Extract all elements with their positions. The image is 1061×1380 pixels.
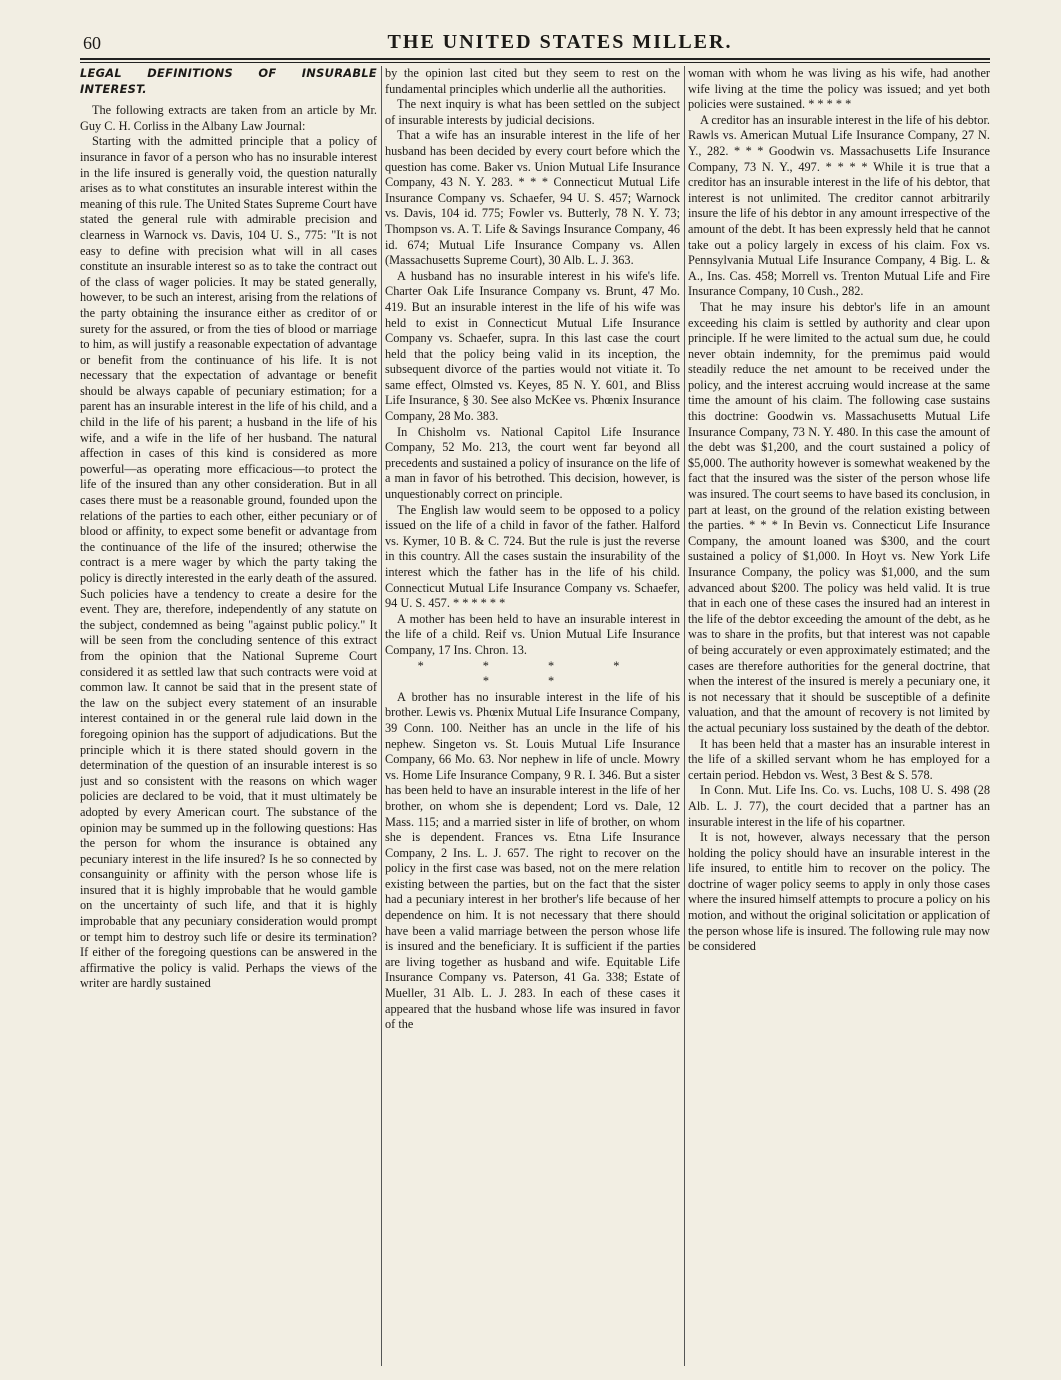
article-paragraph: It is not, however, always necessary that the person holding the policy should have an insurable interest in the life insured, to entitle him to recover on the policy. The doctrine of wager policy seems to apply in only those cases where the insured himself attempts to procure a policy on his motion, and without the original solicitation or application of the person whose life is insured. The following rule may now be considered xyxy=(688,830,990,954)
article-paragraph: A mother has been held to have an insurable interest in the life of a child. Reif vs. Union Mutual Life Insurance Company, 17 Ins. Chron. 13. xyxy=(385,611,680,657)
article-paragraph: The following extracts are taken from an article by Mr. Guy C. H. Corliss in the Albany Law Journal: xyxy=(80,103,377,133)
article-paragraph: The English law would seem to be opposed to a policy issued on the life of a child in favor of the father. Halford vs. Kymer, 10 B. & C. 724. But the rule is just the reverse in this country. All the cases sustain the insurability of the interest which the father has in the life of his child. Connecticut Mutual Life Insurance Company vs. Schaefer, 94 U. S. 457. * * * * * * xyxy=(385,502,680,611)
section-break-stars: * * * * * * xyxy=(417,658,648,689)
article-paragraph: A creditor has an insurable interest in the life of his debtor. Rawls vs. American Mutual Life Insurance Company, 27 N. Y., 282. * * * Goodwin vs. Massachusetts Life Insurance Company, 73 N. Y., 497. * * * * While it is true that a creditor has an insurable interest in the life of his debtor, that interest is not unlimited. The creditor cannot arbitrarily insure the life of his debtor in any amount irrespective of the amount of the debt. It has been expressly held that he cannot take out a policy largely in excess of his claim. Fox vs. Pennsylvania Mutual Life Insurance Company, 4 Big. L. & A., Ins. Cas. 458; Morrell vs. Trenton Mutual Life and Fire Insurance Company, 10 Cush., 282. xyxy=(688,112,990,299)
article-column-2 xyxy=(385,66,680,1366)
article-paragraph: by the opinion last cited but they seem to rest on the fundamental principles which underlie all the authorities. xyxy=(385,66,680,96)
article-paragraph: In Conn. Mut. Life Ins. Co. vs. Luchs, 108 U. S. 498 (28 Alb. L. J. 77), the court decided that a partner has an insurable interest in the life of his copartner. xyxy=(688,783,990,829)
article-column-1 xyxy=(80,66,377,1366)
article-column-3 xyxy=(688,66,990,1366)
header-rule xyxy=(80,58,990,63)
article-paragraph: In Chisholm vs. National Capitol Life Insurance Company, 52 Mo. 213, the court went far beyond all precedents and sustained a policy of insurance on the life of a man in favor of his betrothed. This decision, however, is unquestionably correct on principle. xyxy=(385,424,680,502)
article-paragraph: That a wife has an insurable interest in the life of her husband has been decided by every court before which the question has come. Baker vs. Union Mutual Life Insurance Company, 43 N. Y. 283. * * * Connecticut Mutual Life Insurance Company vs. Schaefer, 94 U. S. 457; Warnock vs. Davis, 104 id. 775; Fowler vs. Butterly, 78 N. Y. 73; Thompson vs. A. T. Life & Savings Insurance Company, 46 id. 674; Mutual Life Insurance Company vs. Allen (Massachusetts Supreme Court), 30 Alb. L. J. 363. xyxy=(385,128,680,268)
column-divider xyxy=(684,66,685,1366)
article-paragraph: woman with whom he was living as his wife, had another wife living at the time the policy was issued; and yet both policies were sustained. * * * * * xyxy=(688,66,990,112)
article-headline: LEGAL DEFINITIONS OF INSURABLE INTEREST. xyxy=(80,66,377,96)
article-paragraph: The next inquiry is what has been settled on the subject of insurable interests by judicial decisions. xyxy=(385,97,680,127)
column-divider xyxy=(381,66,382,1366)
article-paragraph: That he may insure his debtor's life in an amount exceeding his claim is settled by authority and clear upon principle. If he were limited to the actual sum due, he could never obtain indemnity, for the premimus paid would steadily reduce the net amount to be received under the policy, and the interest accruing would increase at the same time the amount of his claim. The following case sustains this doctrine: Goodwin vs. Massachusetts Mutual Life Insurance Company, 73 N. Y. 480. In this case the amount of the debt was $1,200, and the court sustained a policy of $5,000. The authority however is somewhat weakened by the fact that the insured was the sister of the person whose life was insured. The court seems to have based its conclusion, in part at least, on the ground of the relation existing between the parties. * * * In Bevin vs. Connecticut Life Insurance Company, the amount loaned was $300, and the court sustained a policy of $1,000. In Hoyt vs. New York Life Insurance Company, the policy was $1,000, and the sum advanced about $200. The policy was held valid. It is true that in each one of these cases the insured had an interest in the life of the debtor exceeding the amount of the debt, as he was to share in the profits, but that interest was not capable of being accurately or even approximately estimated; and the cases are therefore authorities for the general doctrine, that when the interest of the insured is merely a pecuniary one, it is not necessary that it should be susceptible of a definite valuation, and that the amount of recovery is not limited by the actual pecuniary loss sustained by the death of the debtor. xyxy=(688,299,990,735)
article-paragraph: Starting with the admitted principle that a policy of insurance in favor of a person who has no insurable interest in the life insured is generally void, the question naturally arises as to what constitutes an insurable interest within the meaning of this rule. The United States Supreme Court have stated the general rule with admirable precision and clearness in Warnock vs. Davis, 104 U. S., 775: "It is not easy to define with precision what will in all cases constitute an insurable interest so as to take the contract out of the class of wager policies. It may be stated generally, however, to be such an interest, arising from the relations of the party obtaining the insurance either as creditor of or surety for the assured, or from the ties of blood or marriage to him, as will justify a reasonable expectation of advantage or benefit from the continuance of his life. It is not necessary that the expectation of advantage or benefit should be always capable of pecuniary estimation; for a parent has an insurable interest in the life of his child, and a child in the life of his parent; a husband in the life of his wife, and a wife in the life of her husband. The natural affection in cases of this kind is considered as more powerful—as operating more efficacious—to protect the life of the insured than any other consideration. But in all cases there must be a reasonable ground, founded upon the relations of the parties to each other, either pecuniary or of blood or affinity, to expect some benefit or advantage from the continuance of the life of the insured; otherwise the contract is a mere wager by which the party taking the policy is directly interested in the early death of the assured. Such policies have a tendency to create a desire for the event. They are, therefore, independently of any statute on the subject, condemned as being "against public policy." It will be seen from the concluding sentence of this extract from the opinion that the National Supreme Court considered it as settled law that such contracts were void at common law. It cannot be said that in the present state of the law on the subject every statement of an insurable interest contained in or the general rule laid down in the foregoing opinion has the support of adjudications. But the principle which it is there stated should govern in the determination of the question of an insurable interest is so just and so consistent with the reasons on which wager policies are declared to be void, that it must ultimately be adopted by every American court. The substance of the opinion may be summed up in the following questions: Has the person for whom the insurance is obtained any pecuniary interest in the life insured? Is he so connected by consanguinity or affinity with the person whose life is insured that it is highly improbable that he would gamble on the uncertainty of such life, and that it is highly improbable that any pecuniary consideration would prompt or tempt him to destroy such life or desire its termination? If either of the foregoing questions can be answered in the affirmative the policy is valid. Perhaps the views of the writer are hardly sustained xyxy=(80,134,377,991)
article-paragraph: A husband has no insurable interest in his wife's life. Charter Oak Life Insurance Company vs. Brunt, 47 Mo. 419. But an insurable interest in the life of his wife was held to exist in Connecticut Mutual Life Insurance Company vs. Schaefer, supra. In this last case the court held that the policy being valid in its inception, the subsequent divorce of the parties would not vitiate it. To same effect, Olmsted vs. Keyes, 85 N. Y. 601, and Bliss Life Insurance, § 30. See also McKee vs. Phœnix Insurance Company, 28 Mo. 383. xyxy=(385,268,680,424)
masthead-title: THE UNITED STATES MILLER. xyxy=(387,31,733,53)
article-paragraph: A brother has no insurable interest in the life of his brother. Lewis vs. Phœnix Mutual Life Insurance Company, 39 Conn. 100. Neither has an uncle in the life of his nephew. Singeton vs. St. Louis Mutual Life Insurance Company, 66 Mo. 63. Nor nephew in life of uncle. Mowry vs. Home Life Insurance Company, 9 R. I. 346. But a sister has been held to have an insurable interest in the life of her brother, on whom she is dependent; Lord vs. Dale, 12 Mass. 115; and a married sister in life of brother, on whom she is dependent. Frances vs. Etna Life Insurance Company, 2 Ins. L. J. 657. The right to recover on the policy in the first case was based, not on the mere relation existing between the parties, but on the fact that the sister had a pecuniary interest in her brother's life because of her dependence on him. It is not necessary that there should have been a valid marriage between the person whose life is insured and the beneficiary. It is sufficient if the parties are living together as husband and wife. Equitable Life Insurance Company vs. Paterson, 41 Ga. 338; Estate of Mueller, 31 Alb. L. J. 283. In each of these cases it appeared that the husband whose life was insured in favor of the xyxy=(385,689,680,1032)
article-paragraph: It has been held that a master has an insurable interest in the life of a skilled servant whom he has employed for a certain period. Hebdon vs. West, 3 Best & S. 578. xyxy=(688,736,990,782)
page-number: 60 xyxy=(83,33,101,53)
